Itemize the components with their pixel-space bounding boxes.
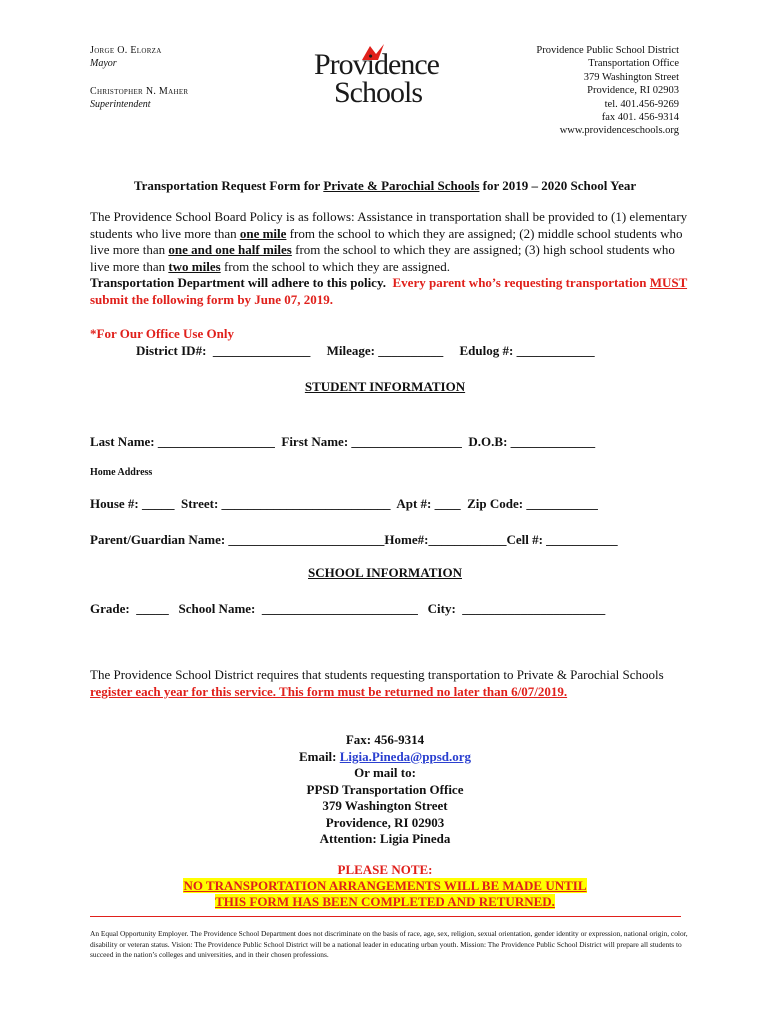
footer-divider [90, 916, 681, 917]
student-information-heading: STUDENT INFORMATION [304, 379, 466, 394]
logo-text-schools: Schools [334, 76, 423, 109]
office-use-label: *For Our Office Use Only [90, 326, 234, 341]
contact-email-row [0, 749, 770, 766]
address-line: Transportation Office [588, 58, 679, 70]
phone-line: tel. 401.456-9269 [604, 98, 679, 110]
title-underlined: Private & Parochial Schools [323, 178, 480, 193]
guardian-contact-row[interactable]: Parent/Guardian Name: ________________________Home#:____________Cell #: ___________ [90, 532, 618, 547]
footer-disclaimer: An Equal Opportunity Employer. The Providence School Department does not discriminate on the basis of race, age, sex, religion, sexual orientation, gender identity or expression, national origin, color, disability or veteran status. Vision: The Providence Public School District will be a national leader in educating urban youth. Mission: The Providence Public School District will prepare all students to succeed in the nation’s colleges and universities, and in their chosen professions. [90, 929, 688, 960]
address-line: Providence, RI 02903 [587, 85, 679, 97]
policy-bold-statement: Transportation Department will adhere to this policy. [90, 275, 386, 290]
home-address-row[interactable]: House #: _____ Street: __________________________ Apt #: ____ Zip Code: ___________ [90, 496, 598, 511]
contact-city: Providence, RI 02903 [325, 814, 445, 830]
policy-text: The Providence School Board Policy is as follows: Assistance in transportation shall be provided to (1) elementary students who live more than [90, 209, 688, 241]
policy-must: MUST [649, 275, 688, 290]
email-label: Email: [298, 748, 340, 764]
policy-emphasis: two miles [168, 258, 221, 274]
superintendent-name: Christopher N. Maher [90, 86, 189, 97]
contact-fax: Fax: 456-9314 [345, 732, 425, 747]
requirement-deadline: register each year for this service. This form must be returned no later than 6/07/2019. [90, 684, 568, 699]
contact-block [0, 732, 770, 848]
note-line: THIS FORM HAS BEEN COMPLETED AND RETURNED. [215, 894, 555, 909]
school-information-heading: SCHOOL INFORMATION [308, 565, 462, 580]
mayor-name: Jorge O. Elorza [90, 45, 162, 56]
registration-requirement [90, 666, 690, 700]
address-line: Providence Public School District [536, 45, 679, 56]
website-link[interactable]: www.providenceschools.org [559, 125, 679, 137]
policy-emphasis: one and one half miles [168, 242, 292, 257]
title-part: for 2019 – 2020 School Year [479, 178, 637, 193]
mayor-title: Mayor [90, 58, 117, 69]
home-address-label: Home Address [90, 467, 153, 478]
form-title [0, 178, 770, 194]
policy-deadline: submit the following form by June 07, 2019. [90, 291, 334, 307]
student-name-dob-row[interactable]: Last Name: __________________ First Name: _________________ D.O.B: _____________ [90, 434, 596, 449]
district-address-block [536, 44, 679, 138]
policy-deadline: Every parent who’s requesting transportation [392, 275, 650, 290]
address-line: 379 Washington Street [583, 71, 679, 83]
note-line: NO TRANSPORTATION ARRANGEMENTS WILL BE MADE UNTIL [183, 878, 587, 893]
contact-street: 379 Washington Street [322, 798, 448, 813]
policy-text: from the school to which they are assigned; (2) middle school students who live more than [90, 225, 683, 257]
school-info-row[interactable]: Grade: _____ School Name: ________________________ City: ______________________ [90, 601, 606, 616]
policy-text: from the school to which they are assigned. [220, 258, 450, 274]
requirement-text: The Providence School District requires that students requesting transportation to Private & Parochial Schools [90, 667, 664, 682]
note-heading: PLEASE NOTE: [337, 862, 433, 877]
logo-text-providence: Providence [314, 48, 439, 81]
officials-block [90, 44, 188, 111]
please-note-block [0, 862, 770, 910]
contact-office: PPSD Transportation Office [306, 781, 464, 797]
contact-attention: Attention: Ligia Pineda [319, 831, 451, 846]
fax-line: fax 401. 456-9314 [601, 112, 679, 124]
policy-emphasis: one mile [239, 225, 287, 241]
policy-text: from the school to which they are assigned; (3) high school students who live more than [90, 242, 675, 274]
superintendent-title: Superintendent [90, 99, 151, 110]
title-part: Transportation Request Form for [133, 178, 324, 193]
office-use-fields[interactable]: District ID#: _______________ Mileage: __________ Edulog #: ____________ [136, 343, 595, 358]
policy-paragraph [90, 209, 690, 308]
contact-or-mail: Or mail to: [354, 765, 416, 780]
providence-schools-logo [312, 44, 454, 112]
email-link[interactable]: Ligia.Pineda@ppsd.org [339, 748, 472, 764]
